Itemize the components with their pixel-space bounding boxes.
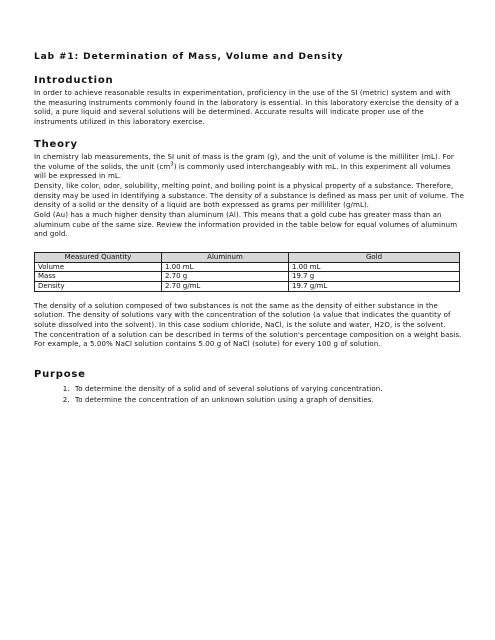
table-header-cell: Measured Quantity bbox=[35, 253, 162, 263]
theory-paragraph-3: Gold (Au) has a much higher density than aluminum (Al). This means that a gold cube has greater mass than an aluminum cube of the same size. Review the information provided in the table below for equal volumes of aluminum and gold. bbox=[34, 211, 458, 239]
table-cell: Mass bbox=[35, 272, 162, 282]
purpose-heading: Purpose bbox=[34, 369, 86, 381]
table-row bbox=[35, 262, 460, 272]
theory-paragraph-1-a: In chemistry lab measurements, the SI unit of mass is the gram (g), and the unit of volume is the milliliter (mL). For the volume of the solids, the unit (cm bbox=[34, 152, 454, 171]
introduction-section bbox=[34, 75, 464, 128]
solutions-paragraph-2: The concentration of a solution can be described in terms of the solution's percentage composition on a weight basis. For example, a 5.00% NaCl solution contains 5.00 g of NaCl (solute) for every 100 g of solution. bbox=[34, 330, 462, 349]
introduction-text: In order to achieve reasonable results in experimentation, proficiency in the use of the SI (metric) system and with the measuring instruments commonly found in the laboratory is essential. In this laboratory exercise the density of a solid, a pure liquid and several solutions will be determined. Accurate results will indicate proper use of the instruments utilized in this laboratory exercise. bbox=[34, 89, 459, 127]
table-cell: 2.70 g bbox=[162, 272, 289, 282]
list-item: 1. To determine the density of a solid and of several solutions of varying concentration. bbox=[72, 384, 464, 395]
table-header-cell: Gold bbox=[289, 253, 460, 263]
theory-paragraph-1 bbox=[34, 153, 464, 182]
table-row bbox=[35, 272, 460, 282]
measurement-table bbox=[34, 252, 460, 291]
table-cell: 19.7 g/mL bbox=[289, 281, 460, 291]
cubic-superscript: 3 bbox=[170, 161, 174, 168]
table-cell: 2.70 g/mL bbox=[162, 281, 289, 291]
introduction-heading: Introduction bbox=[34, 75, 114, 86]
document-page bbox=[34, 52, 464, 405]
theory-section bbox=[34, 139, 464, 350]
theory-heading: Theory bbox=[34, 138, 78, 150]
table-header-cell: Aluminum bbox=[162, 253, 289, 263]
table-header-row bbox=[35, 253, 460, 263]
table-cell: 19.7 g bbox=[289, 272, 460, 282]
solutions-section bbox=[34, 302, 464, 351]
list-item: 2. To determine the concentration of an unknown solution using a graph of densities. bbox=[72, 395, 464, 406]
theory-paragraph-1-b: ) is commonly used interchangeably with mL. In this experiment all volumes will be expressed in mL. bbox=[34, 162, 451, 181]
table-cell: 1.00 mL bbox=[289, 262, 460, 272]
theory-paragraph-2: Density, like color, odor, solubility, melting point, and boiling point is a physical property of a substance. Therefore, density may be used in identifying a substance. The density of a substance is defined as mass per unit of volume. The density of a solid or the density of a liquid are both expressed as grams per milliliter (g/mL). bbox=[34, 181, 465, 210]
table-cell: Volume bbox=[35, 262, 162, 272]
purpose-section bbox=[34, 369, 464, 405]
purpose-list bbox=[34, 384, 464, 405]
lab-title: Lab #1: Determination of Mass, Volume and Density bbox=[34, 52, 344, 62]
table-row bbox=[35, 281, 460, 291]
table-cell: Density bbox=[35, 281, 162, 291]
solutions-paragraph-1: The density of a solution composed of two substances is not the same as the density of either substance in the solution. The density of solutions vary with the concentration of the solution (a value that indicates the quantity of solute dissolved into the solvent). In this case sodium chloride, NaCl, is the solute and water, H2O, is the solvent. bbox=[34, 301, 451, 329]
table-cell: 1.00 mL bbox=[162, 262, 289, 272]
